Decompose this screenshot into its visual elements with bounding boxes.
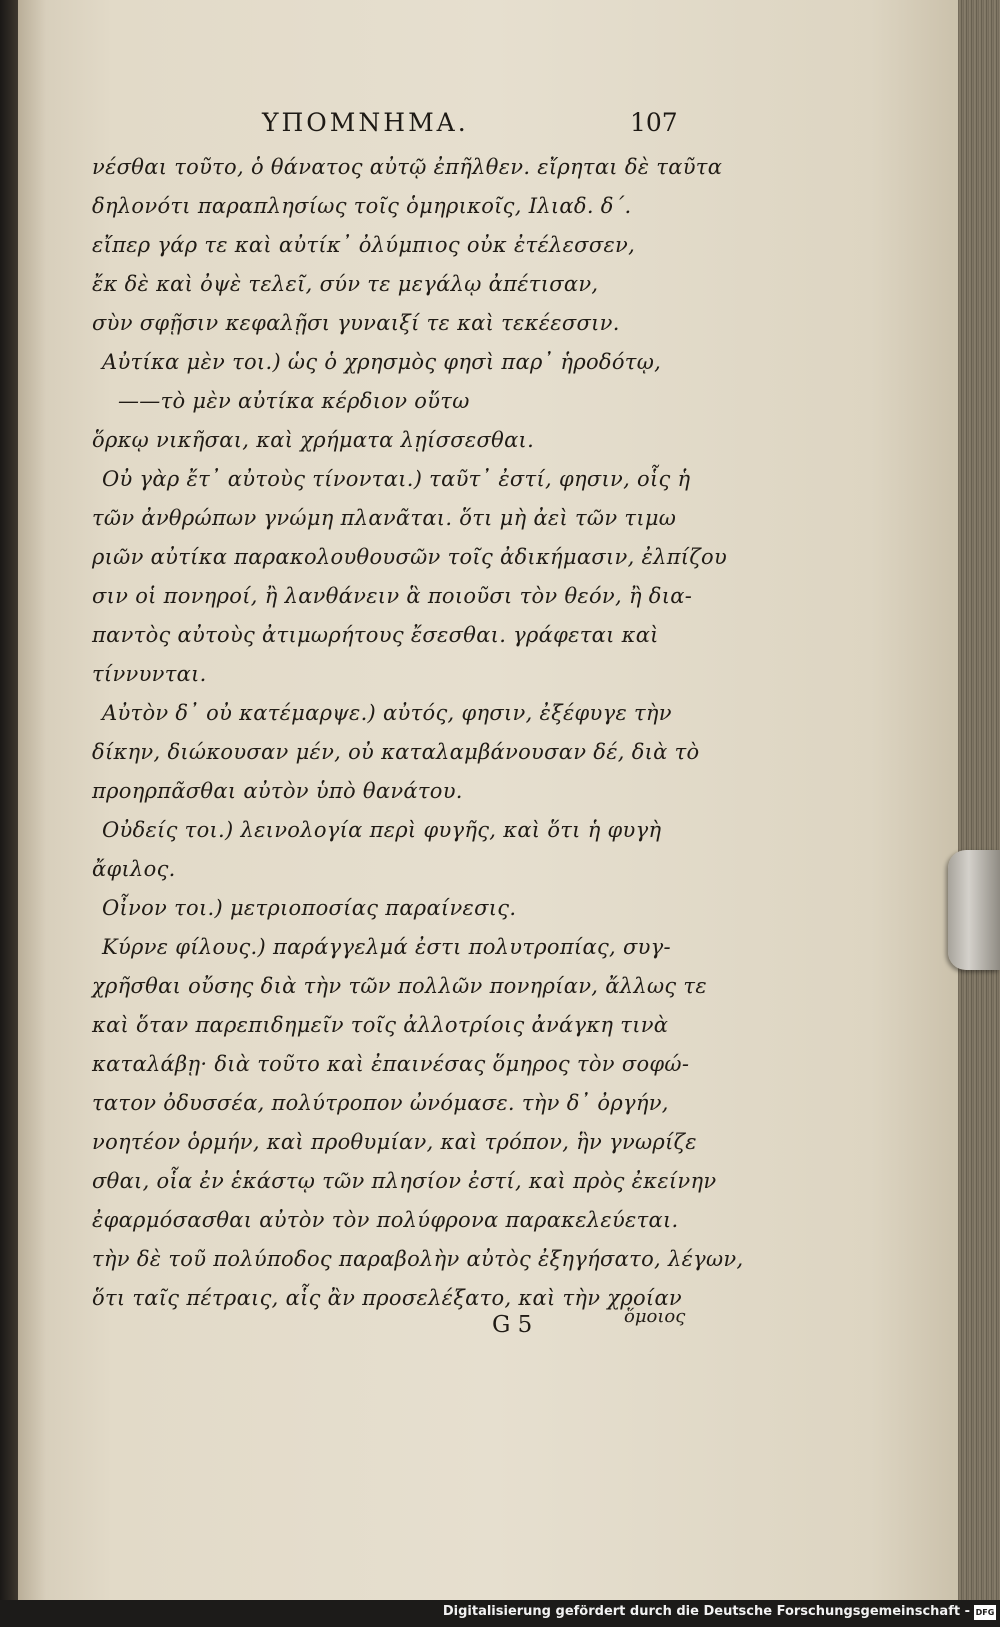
text-line: δίκην, διώκουσαν μέν, οὐ καταλαμβάνουσαν δέ, διὰ τὸ xyxy=(92,740,700,764)
funding-credit: Digitalisierung gefördert durch die Deutsche Forschungsgemeinschaft - xyxy=(442,1604,970,1619)
page-footer xyxy=(0,1306,950,1352)
text-line: νέσθαι τοῦτο, ὁ θάνατος αὐτῷ ἐπῆλθεν. εἴρηται δὲ ταῦτα xyxy=(92,155,723,179)
text-line: ριῶν αὐτίκα παρακολουθουσῶν τοῖς ἀδικήμασιν, ἐλπίζου xyxy=(92,545,728,569)
commentary-text xyxy=(92,148,744,1318)
text-line: ὅρκῳ νικῆσαι, καὶ χρήματα λῃίσσεσθαι. xyxy=(92,428,535,452)
text-line: ὅτι ταῖς πέτραις, αἷς ἂν προσελέξατο, καὶ τὴν χροίαν xyxy=(92,1286,683,1310)
text-line: ἔκ δὲ καὶ ὀψὲ τελεῖ, σύν τε μεγάλῳ ἀπέτισαν, xyxy=(92,272,599,296)
page-number: 107 xyxy=(630,108,678,137)
text-line: Αὐτίκα μὲν τοι.) ὡς ὁ χρησμὸς φησὶ παρ᾽ ἡροδότῳ, xyxy=(102,350,662,374)
text-line: καταλάβῃ· διὰ τοῦτο καὶ ἐπαινέσας ὅμηρος τὸν σοφώ- xyxy=(92,1052,690,1076)
text-line: σὺν σφῇσιν κεφαλῇσι γυναιξί τε καὶ τεκέεσσιν. xyxy=(92,311,620,335)
page-clip xyxy=(948,850,1000,970)
text-line: τατον ὀδυσσέα, πολύτροπον ὠνόμασε. τὴν δ᾽ ὀργήν, xyxy=(92,1091,669,1115)
text-line: παντὸς αὐτοὺς ἀτιμωρήτους ἔσεσθαι. γράφεται καὶ xyxy=(92,623,659,647)
page-edges xyxy=(958,0,1000,1600)
text-line: σθαι, οἷα ἐν ἑκάστῳ τῶν πλησίον ἐστί, καὶ πρὸς ἐκείνην xyxy=(92,1169,717,1193)
text-line: ἄφιλος. xyxy=(92,857,176,881)
text-line: ἐφαρμόσασθαι αὐτὸν τὸν πολύφρονα παρακελεύεται. xyxy=(92,1208,679,1232)
text-line: καὶ ὅταν παρεπιδημεῖν τοῖς ἀλλοτρίοις ἀνάγκη τινὰ xyxy=(92,1013,669,1037)
catchword: ὅμοιος xyxy=(624,1306,686,1327)
text-line: νοητέον ὁρμήν, καὶ προθυμίαν, καὶ τρόπον, ἣν γνωρίζε xyxy=(92,1130,697,1154)
running-head: ΥΠΟΜΝΗΜΑ. xyxy=(262,108,469,137)
text-line: χρῆσθαι οὔσης διὰ τὴν τῶν πολλῶν πονηρίαν, ἄλλως τε xyxy=(92,974,707,998)
text-line: δηλονότι παραπλησίως τοῖς ὁμηρικοῖς, Ιλιαδ. δ΄. xyxy=(92,194,632,218)
text-line: Οὐ γὰρ ἔτ᾽ αὐτοὺς τίνονται.) ταῦτ᾽ ἐστί, φησιν, οἷς ἡ xyxy=(102,467,691,491)
text-line: εἴπερ γάρ τε καὶ αὐτίκ᾽ ὀλύμπιος οὐκ ἐτέλεσσεν, xyxy=(92,233,636,257)
dfg-logo: DFG xyxy=(974,1605,996,1620)
text-line: ——τὸ μὲν αὐτίκα κέρδιον οὕτω xyxy=(118,389,470,413)
credit-bar xyxy=(0,1600,1000,1627)
text-line: τῶν ἀνθρώπων γνώμη πλανᾶται. ὅτι μὴ ἀεὶ τῶν τιμω xyxy=(92,506,677,530)
text-line: Αὐτὸν δ᾽ οὐ κατέμαρψε.) αὐτός, φησιν, ἐξέφυγε τὴν xyxy=(102,701,672,725)
text-line: Κύρνε φίλους.) παράγγελμά ἐστι πολυτροπίας, συγ- xyxy=(102,935,671,959)
text-line: προηρπᾶσθαι αὐτὸν ὑπὸ θανάτου. xyxy=(92,779,463,803)
page-header xyxy=(0,108,950,148)
signature-mark: G 5 xyxy=(492,1312,533,1338)
text-line: Οἶνον τοι.) μετριοποσίας παραίνεσις. xyxy=(102,896,517,920)
text-line: τίννυνται. xyxy=(92,662,207,686)
text-line: σιν οἱ πονηροί, ἢ λανθάνειν ἃ ποιοῦσι τὸν θεόν, ἢ δια- xyxy=(92,584,693,608)
text-line: τὴν δὲ τοῦ πολύποδος παραβολὴν αὐτὸς ἐξηγήσατο, λέγων, xyxy=(92,1247,744,1271)
text-line: Οὐδείς τοι.) λεινολογία περὶ φυγῆς, καὶ ὅτι ἡ φυγὴ xyxy=(102,818,662,842)
